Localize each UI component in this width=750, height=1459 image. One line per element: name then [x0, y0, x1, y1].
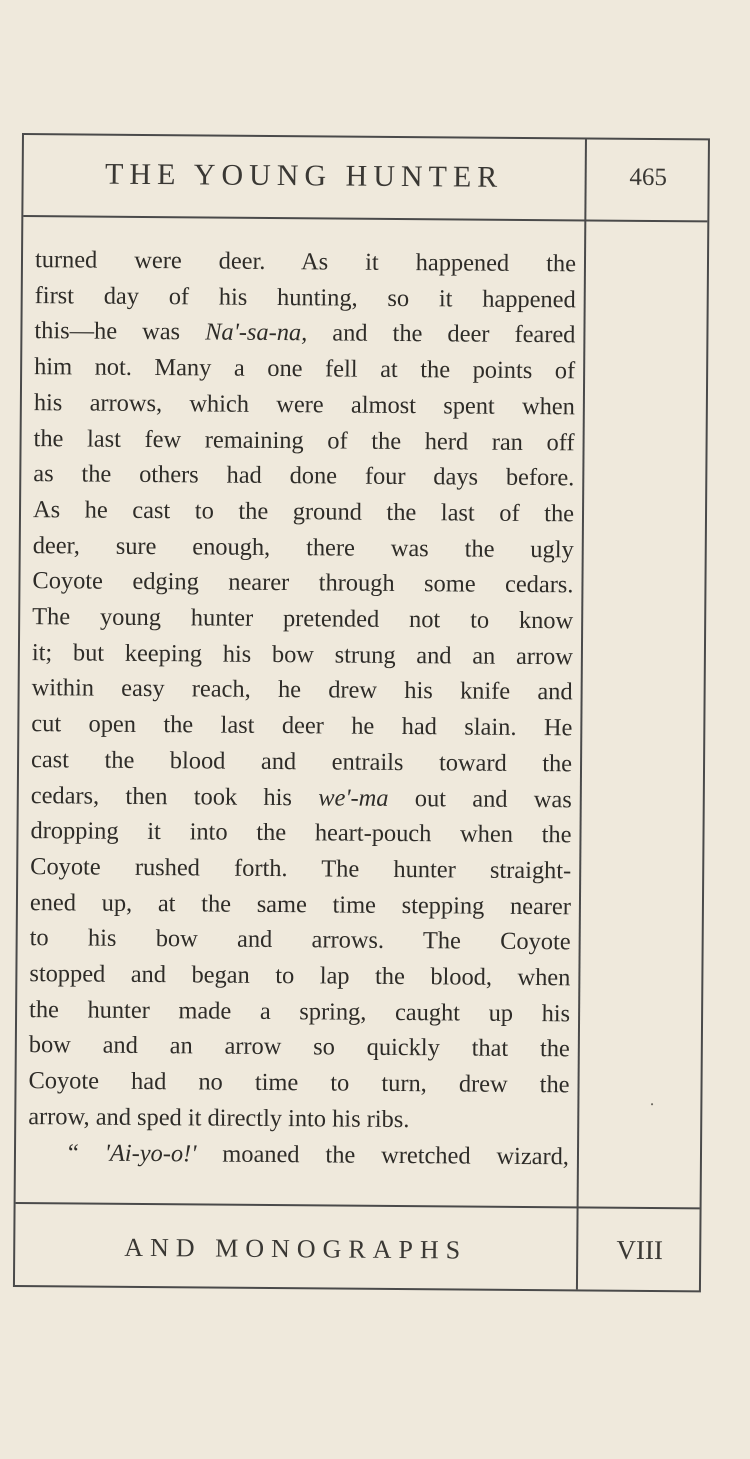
- text-line: cedars, then took his we'-ma out and was: [30, 781, 572, 813]
- margin-speck: ․: [649, 1091, 655, 1109]
- header-divider: [23, 215, 707, 222]
- italic-term: we'-ma: [318, 783, 389, 812]
- italic-term: 'Ai-yo-o!': [104, 1139, 197, 1167]
- column-divider: [576, 139, 587, 1289]
- page-frame: [13, 133, 710, 1292]
- footer-divider: [16, 1202, 700, 1209]
- text-line: Coyote edging nearer through some cedars.: [32, 567, 574, 599]
- text-line: arrow, and sped it directly into his ribs.: [28, 1102, 410, 1133]
- text-line: this—he was Na'-sa-na, and the deer feared: [34, 317, 576, 349]
- text-line: the last few remaining of the herd ran off: [33, 424, 575, 456]
- page-number: 465: [629, 163, 668, 192]
- text-line: him not. Many a one fell at the points of: [34, 353, 576, 385]
- text-line: ened up, at the same time stepping nearer: [29, 888, 572, 920]
- italic-term: Na'-sa-na,: [205, 318, 308, 347]
- text-line: Coyote rushed forth. The hunter straight-: [30, 853, 572, 885]
- text-line: bow and an arrow so quickly that the: [28, 1031, 570, 1063]
- text-line: As he cast to the ground the last of the: [32, 496, 575, 528]
- text-line: cut open the last deer he had slain. He: [31, 710, 573, 742]
- text-line: dropping it into the heart-pouch when the: [30, 817, 572, 849]
- text-line: turned were deer. As it happened the: [34, 246, 577, 278]
- text-line: deer, sure enough, there was the ugly: [32, 531, 574, 563]
- text-line: the hunter made a spring, caught up his: [29, 995, 571, 1028]
- running-footer-title: AND MONOGRAPHS: [124, 1232, 468, 1265]
- running-header-title: THE YOUNG HUNTER: [104, 157, 504, 194]
- text-line: stopped and began to lap the blood, when: [29, 960, 571, 992]
- text-line: “ 'Ai-yo-o!' moaned the wretched wizard,: [67, 1138, 570, 1170]
- text-line: to his bow and arrows. The Coyote: [29, 924, 571, 956]
- text-line: it; but keeping his bow strung and an arrow: [31, 638, 574, 671]
- volume-number: VIII: [616, 1234, 664, 1266]
- text-line: as the others had done four days before.: [33, 460, 575, 492]
- text-line: The young hunter pretended not to know: [32, 603, 574, 635]
- body-text: [28, 242, 576, 1175]
- text-line: cast the blood and entrails toward the: [30, 745, 573, 778]
- text-line: Coyote had no time to turn, drew the: [28, 1067, 570, 1099]
- text-line: within easy reach, he drew his knife and: [31, 674, 573, 706]
- text-line: his arrows, which were almost spent when: [33, 388, 575, 421]
- text-line: first day of his hunting, so it happened: [34, 281, 576, 314]
